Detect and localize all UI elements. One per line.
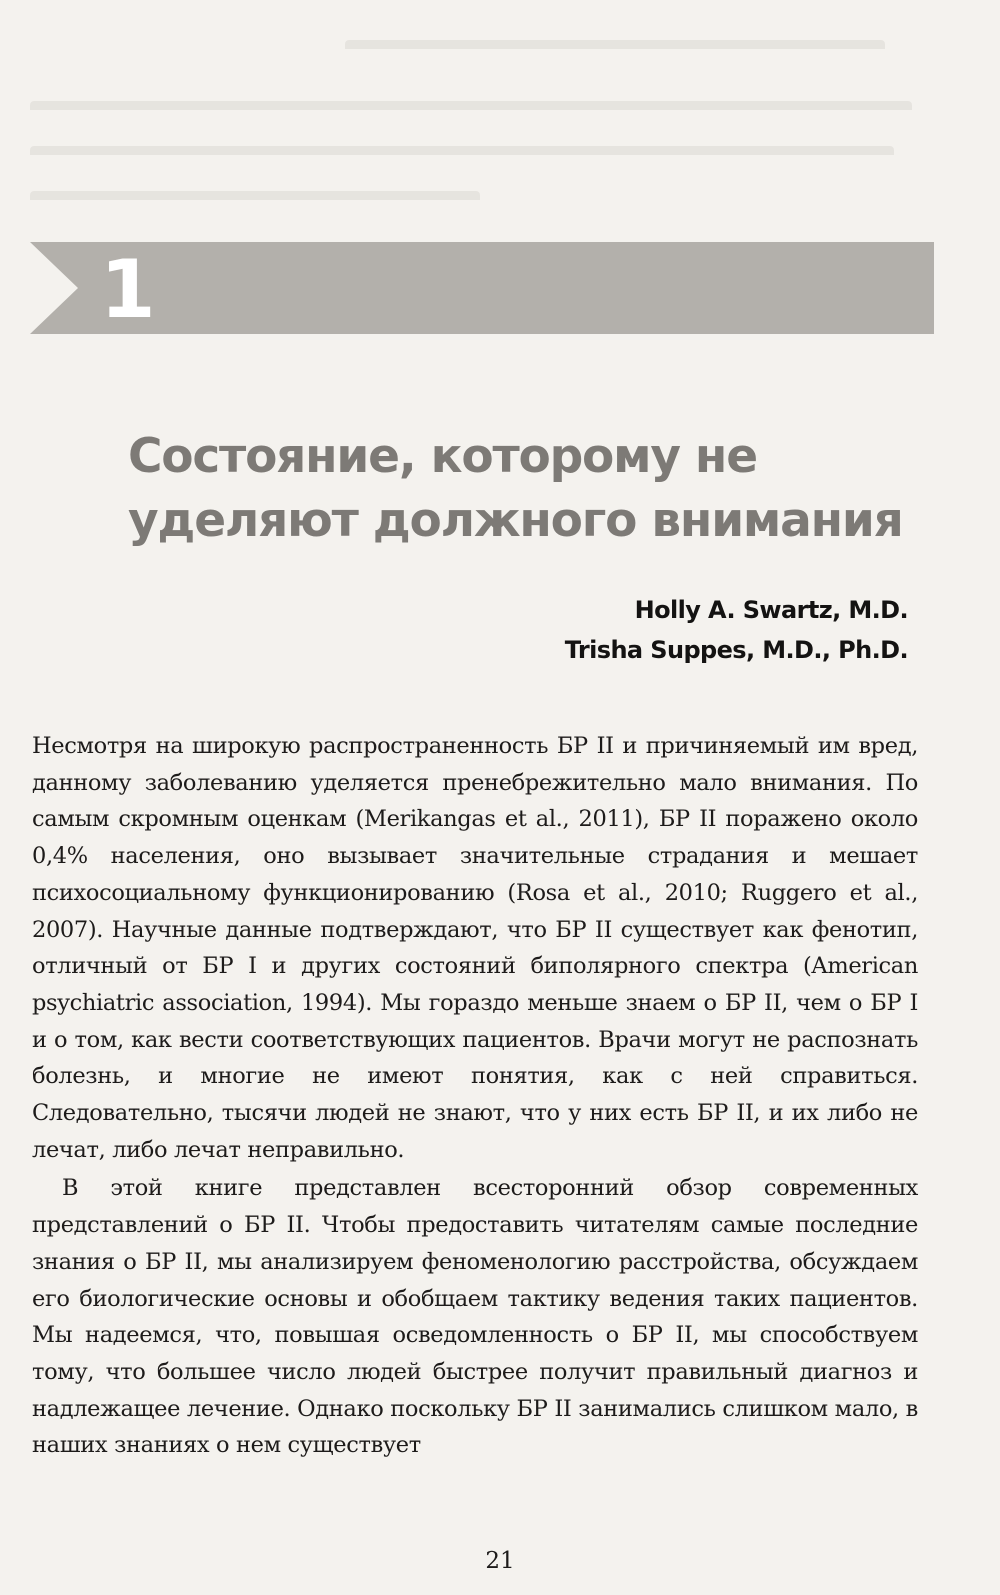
chapter-number: 1 [100, 243, 156, 336]
paragraph: В этой книге представлен всесторонний обзор современных представлений о БР II. Чтобы предоставить читателям самые последние знания о БР II, мы анализируем феноменологию расстройства, обсуждаем его биологические основы и обобщаем тактику ведения таких пациентов. Мы надеемся, что, повышая осведомленность о БР II, мы способствуем тому, что большее число людей быстрее получит правильный диагноз и надлежащее лечение. Однако поскольку БР II занимались слишком мало, в наших знаниях о нем существует [32, 1175, 918, 1459]
chapter-title: Состояние, которому не уделяют должного внимания [128, 429, 903, 548]
show-through-bleed [30, 40, 930, 236]
author-name: Trisha Suppes, M.D., Ph.D. [564, 636, 908, 664]
body-text [32, 728, 918, 1464]
authors-block [565, 590, 908, 670]
author-name: Holly A. Swartz, M.D. [634, 596, 908, 624]
paragraph: Несмотря на широкую распространенность БР II и причиняемый им вред, данному заболеванию уделяется пренебрежительно мало внимания. По самым скромным оценкам (Merikangas et al., 2011), БР II поражено около 0,4% населения, оно вызывает значительные страдания и мешает психосоциальному функционированию (Rosa et al., 2010; Ruggero et al., 2007). Научные данные подтверждают, что БР II существует как фенотип, отличный от БР I и других состояний биполярного спектра (American psychiatric association, 1994). Мы гораздо меньше знаем о БР II, чем о БР I и о том, как вести соответствующих пациентов. Врачи могут не распознать болезнь, и многие не имеют понятия, как с ней справиться. Следовательно, тысячи людей не знают, что у них есть БР II, и их либо не лечат, либо лечат неправильно. [32, 733, 918, 1163]
chapter-banner [30, 242, 934, 338]
page-number: 21 [485, 1548, 515, 1574]
banner-shape [30, 242, 934, 338]
